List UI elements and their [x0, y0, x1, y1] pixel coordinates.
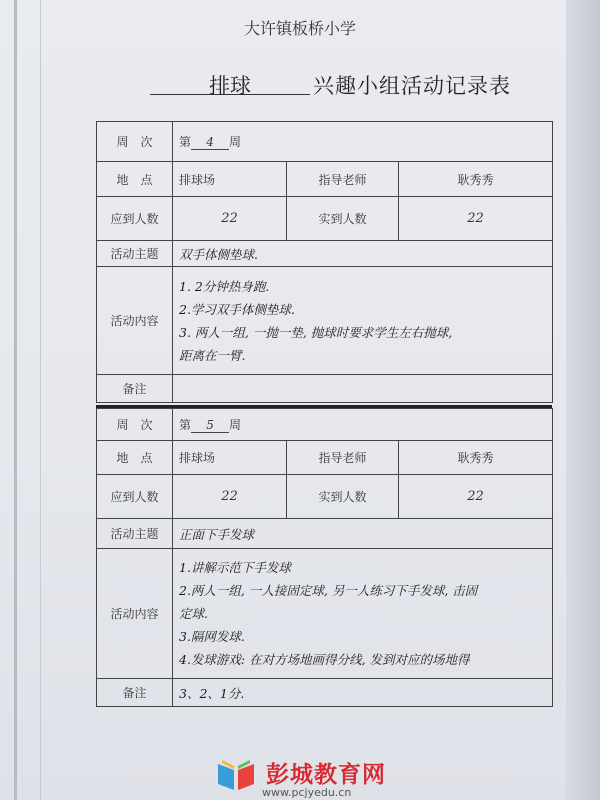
expected-value: 22 [173, 197, 287, 241]
expected-label: 应到人数 [97, 197, 173, 241]
week-label: 周 次 [97, 409, 173, 441]
week-prefix: 第 [179, 418, 192, 432]
record-table [96, 408, 553, 707]
theme-value: 双手体侧垫球. [173, 241, 553, 267]
theme-label: 活动主题 [97, 241, 173, 267]
content-line: 4.发球游戏: 在对方场地画得分线, 发到对应的场地得 [179, 652, 470, 667]
content-line: 2.学习双手体侧垫球. [179, 301, 295, 317]
place-value: 排球场 [173, 441, 287, 475]
week-cell [173, 122, 553, 162]
expected-value: 22 [173, 475, 287, 519]
actual-label: 实到人数 [287, 197, 399, 241]
record-table [96, 121, 553, 403]
notes-value [173, 375, 553, 403]
week-label: 周 次 [97, 122, 173, 162]
actual-value: 22 [399, 197, 553, 241]
content-label: 活动内容 [97, 549, 173, 679]
teacher-label: 指导老师 [287, 162, 399, 197]
teacher-value: 耿秀秀 [399, 441, 553, 475]
content-value [173, 549, 553, 679]
content-line: 1.讲解示范下手发球 [179, 560, 291, 575]
teacher-label: 指导老师 [287, 441, 399, 475]
place-label: 地 点 [97, 441, 173, 475]
theme-value: 正面下手发球 [173, 519, 553, 549]
expected-label: 应到人数 [97, 475, 173, 519]
place-value: 排球场 [173, 162, 287, 197]
content-line: 3. 两人一组, 一抛一垫, 抛球时要求学生左右抛球, [179, 324, 453, 340]
teacher-value: 耿秀秀 [399, 162, 553, 197]
week-prefix: 第 [179, 135, 192, 149]
content-value [173, 267, 553, 375]
week-number: 5 [191, 418, 229, 433]
school-name: 大许镇板桥小学 [243, 19, 356, 38]
content-line: 2.两人一组, 一人接固定球, 另一人练习下手发球, 击固 [179, 583, 478, 598]
content-line: 1. 2分钟热身跑. [179, 278, 270, 294]
notes-label: 备注 [97, 679, 173, 707]
week-cell [173, 409, 553, 441]
title-suffix: 兴趣小组活动记录表 [313, 74, 511, 98]
week-suffix: 周 [229, 418, 242, 432]
content-line: 定球. [179, 606, 208, 621]
page-edge [566, 0, 600, 800]
binding-line [40, 0, 41, 800]
content-line: 3.隔网发球. [179, 629, 245, 644]
binding-line [14, 0, 17, 800]
week-number: 4 [191, 135, 229, 150]
week-suffix: 周 [229, 135, 242, 149]
place-label: 地 点 [97, 162, 173, 197]
watermark-name: 彭城教育网 [266, 762, 386, 788]
title-activity: 排球 [150, 70, 310, 95]
form-title [150, 66, 570, 98]
actual-value: 22 [399, 475, 553, 519]
content-label: 活动内容 [97, 267, 173, 375]
notes-label: 备注 [97, 375, 173, 403]
book-logo-icon [212, 756, 260, 794]
notes-value: 3、2、1分. [173, 679, 553, 707]
watermark-url: www.pcjyedu.cn [262, 786, 352, 799]
theme-label: 活动主题 [97, 519, 173, 549]
content-line: 距离在一臂. [179, 347, 246, 363]
actual-label: 实到人数 [287, 475, 399, 519]
